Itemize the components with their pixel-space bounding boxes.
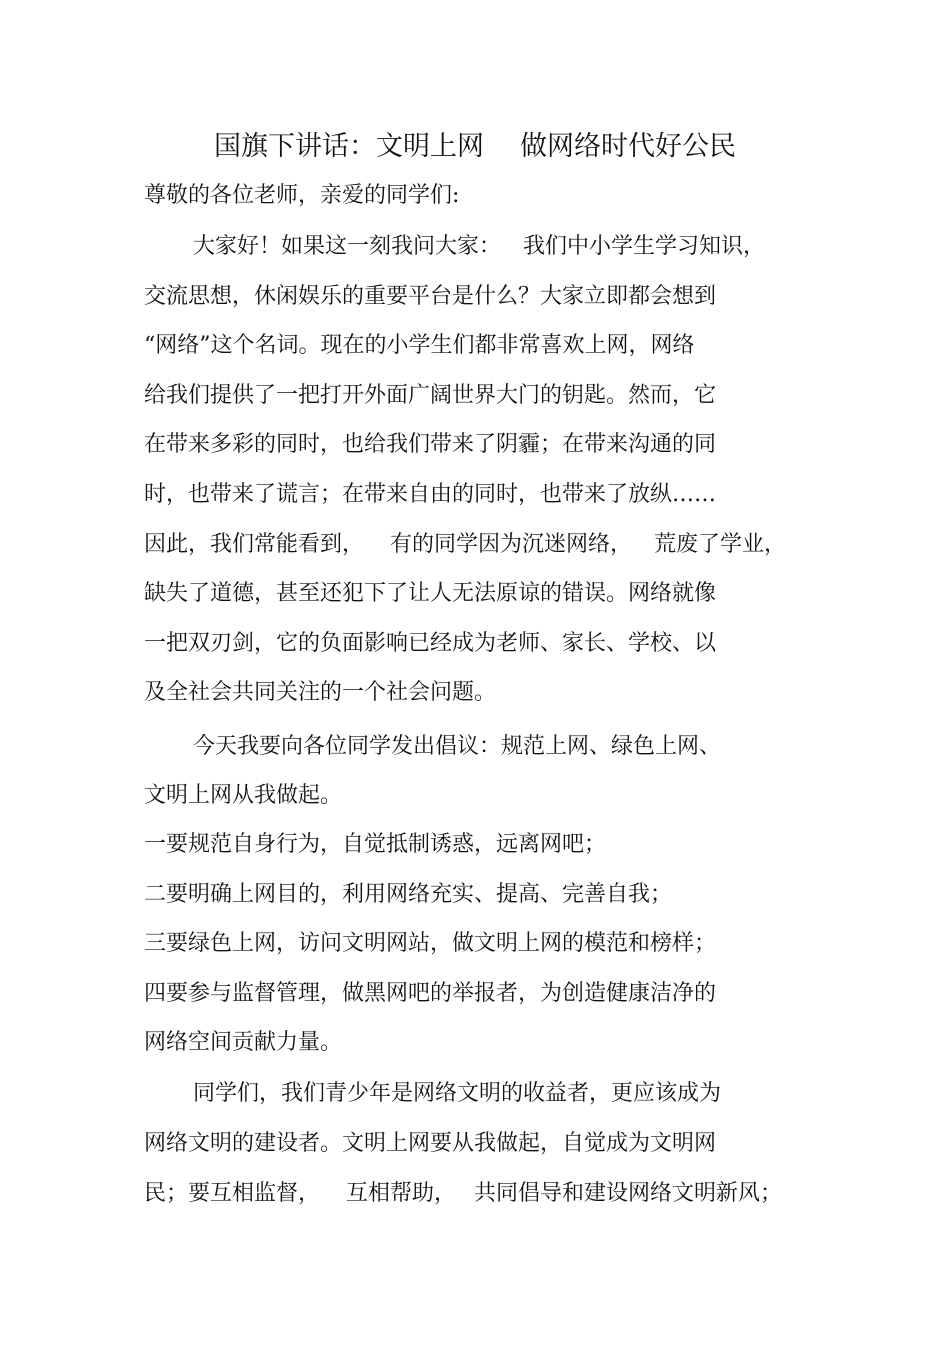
proposal-item-3: 三要绿色上网，访问文明网站，做文明上网的模范和榜样； — [144, 931, 717, 956]
proposal-item-1: 一要规范自身行为，自觉抵制诱惑，远离网吧； — [144, 832, 607, 857]
paragraph-1-line-7-a: 因此，我们常能看到， — [144, 532, 365, 557]
paragraph-1-line-6: 时，也带来了谎言；在带来自由的同时，也带来了放纵…… — [144, 482, 717, 507]
paragraph-3-line-3-c: 共同倡导和建设网络文明新风； — [474, 1181, 783, 1206]
paragraph-1-line-7-c: 荒废了学业， — [654, 532, 787, 557]
paragraph-3-line-3 — [144, 1178, 782, 1210]
paragraph-1-line-8: 缺失了道德，甚至还犯下了让人无法原谅的错误。网络就像 — [144, 581, 717, 606]
proposal-item-2: 二要明确上网目的，利用网络充实、提高、完善自我； — [144, 882, 673, 907]
paragraph-3-line-3-b: 互相帮助， — [346, 1181, 457, 1206]
paragraph-3-line-2: 网络文明的建设者。文明上网要从我做起，自觉成为文明网 — [144, 1131, 717, 1156]
proposal-item-4: 四要参与监督管理，做黑网吧的举报者，为创造健康洁净的 — [144, 981, 717, 1006]
paragraph-1-line-7-b: 有的同学因为沉迷网络， — [390, 532, 633, 557]
paragraph-1-line-1-a: 大家好！如果这一刻我问大家： — [193, 234, 502, 259]
paragraph-1-line-4: 给我们提供了一把打开外面广阔世界大门的钥匙。然而，它 — [144, 383, 717, 408]
proposal-item-4-continued: 网络空间贡献力量。 — [144, 1030, 343, 1055]
paragraph-1-line-9: 一把双刃剑，它的负面影响已经成为老师、家长、学校、以 — [144, 631, 717, 656]
paragraph-1-line-5: 在带来多彩的同时，也给我们带来了阴霾；在带来沟通的同 — [144, 432, 717, 457]
paragraph-1-line-10: 及全社会共同关注的一个社会问题。 — [144, 680, 497, 705]
paragraph-2-line-1: 今天我要向各位同学发出倡议：规范上网、绿色上网、 — [193, 734, 722, 759]
paragraph-2-line-2: 文明上网从我做起。 — [144, 783, 343, 808]
paragraph-1-line-1-b: 我们中小学生学习知识， — [523, 234, 766, 259]
title-part-1: 国旗下讲话：文明上网 — [214, 131, 484, 162]
paragraph-3-line-1: 同学们，我们青少年是网络文明的收益者，更应该成为 — [193, 1081, 722, 1106]
paragraph-3-line-3-a: 民；要互相监督， — [144, 1181, 321, 1206]
paragraph-1-line-1 — [193, 231, 765, 263]
paragraph-1-line-3: “网络”这个名词。现在的小学生们都非常喜欢上网，网络 — [144, 333, 695, 358]
page-title — [0, 128, 950, 166]
paragraph-1-line-2: 交流思想，休闲娱乐的重要平台是什么？大家立即都会想到 — [144, 284, 717, 309]
salutation: 尊敬的各位老师，亲爱的同学们: — [144, 183, 460, 208]
title-part-2: 做网络时代好公民 — [520, 131, 736, 162]
paragraph-1-line-7 — [144, 529, 786, 561]
